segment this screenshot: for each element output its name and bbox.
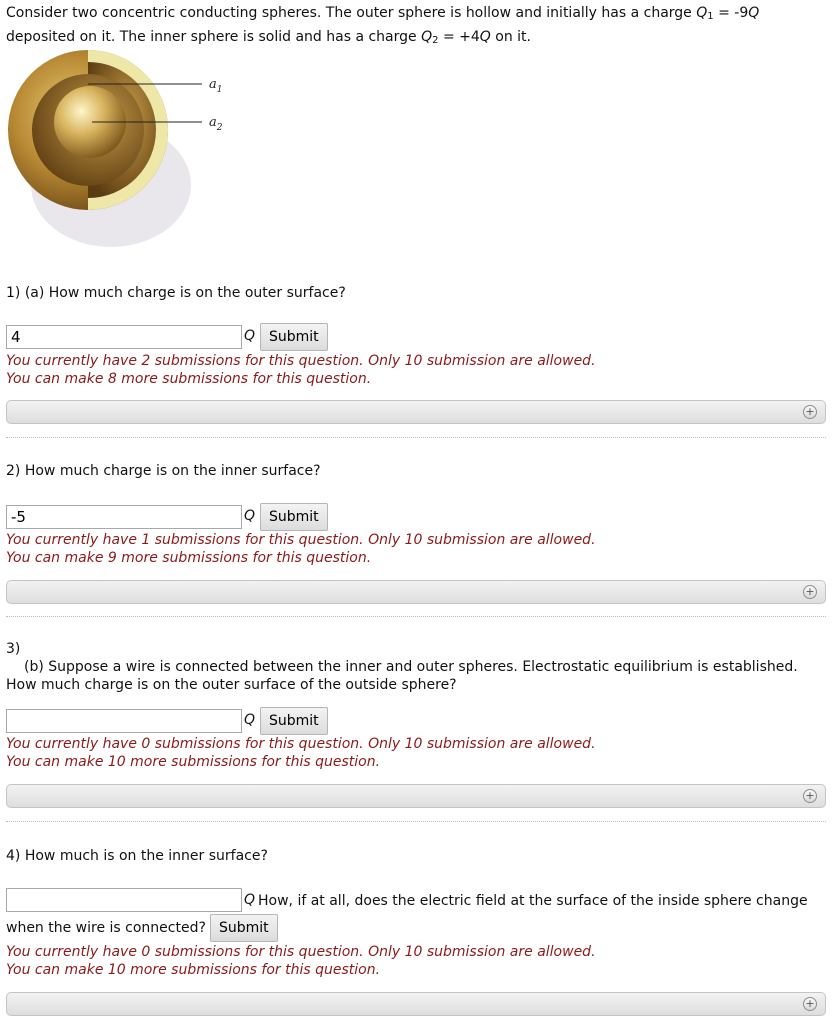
question-3-expand-bar[interactable] (6, 784, 826, 808)
plus-icon[interactable]: + (803, 789, 817, 803)
question-4-followup-text: How, if at all, does the electric field at the surface of the inside sphere change (258, 893, 808, 909)
problem-intro: Consider two concentric conducting spheres. The outer sphere is hollow and initially has a charge $Q_1 = -9Q$ deposited on it. The inner sphere is solid and has a charge $Q_2 = +4Q$ on it. (6, 5, 760, 46)
question-1-answer-input[interactable] (6, 325, 242, 349)
question-1-label: 1) (a) How much charge is on the outer surface? (6, 285, 346, 301)
label-a2: $a_2$ (209, 115, 223, 133)
question-2-label: 2) How much charge is on the inner surface? (6, 463, 321, 479)
question-4-submission-count: You currently have 0 submissions for this question. Only 10 submission are allowed. (6, 944, 596, 960)
question-4-answer-input[interactable] (6, 888, 242, 912)
question-4-unit: Q (244, 892, 256, 908)
question-4-expand-bar[interactable] (6, 992, 826, 1016)
question-3-submission-count: You currently have 0 submissions for this question. Only 10 submission are allowed. (6, 736, 596, 752)
question-4-followup-text-cont: when the wire is connected? (6, 920, 206, 936)
question-1-unit: Q (244, 328, 256, 344)
question-1-submission-count: You currently have 2 submissions for this question. Only 10 submission are allowed. (6, 353, 596, 369)
question-4-label: 4) How much is on the inner surface? (6, 848, 268, 864)
question-3-answer-input[interactable] (6, 709, 242, 733)
question-3-submit-button[interactable]: Submit (260, 707, 328, 735)
divider (6, 821, 826, 822)
question-2-answer-input[interactable] (6, 505, 242, 529)
question-1-submit-button[interactable]: Submit (260, 323, 328, 351)
divider (6, 616, 826, 617)
question-3-unit: Q (244, 712, 256, 728)
question-1-submissions-remaining: You can make 8 more submissions for this question. (6, 371, 372, 387)
divider (6, 437, 826, 438)
question-3-label: (b) Suppose a wire is connected between the inner and outer spheres. Electrostatic equilibrium is established. How much charge is on the outer surface of the outside sphere? (6, 659, 798, 693)
question-2-submission-count: You currently have 1 submissions for this question. Only 10 submission are allowed. (6, 532, 596, 548)
question-4-submit-button[interactable]: Submit (210, 914, 278, 942)
concentric-spheres-figure (6, 50, 236, 255)
label-a1: $a_1$ (209, 77, 223, 95)
question-2-submissions-remaining: You can make 9 more submissions for this question. (6, 550, 372, 566)
question-1-expand-bar[interactable] (6, 400, 826, 424)
plus-icon[interactable]: + (803, 997, 817, 1011)
question-2-expand-bar[interactable] (6, 580, 826, 604)
question-2-submit-button[interactable]: Submit (260, 503, 328, 531)
plus-icon[interactable]: + (803, 405, 817, 419)
question-3-number: 3) (6, 641, 21, 657)
question-3-submissions-remaining: You can make 10 more submissions for this question. (6, 754, 381, 770)
plus-icon[interactable]: + (803, 585, 817, 599)
question-2-unit: Q (244, 508, 256, 524)
question-4-submissions-remaining: You can make 10 more submissions for this question. (6, 962, 381, 978)
